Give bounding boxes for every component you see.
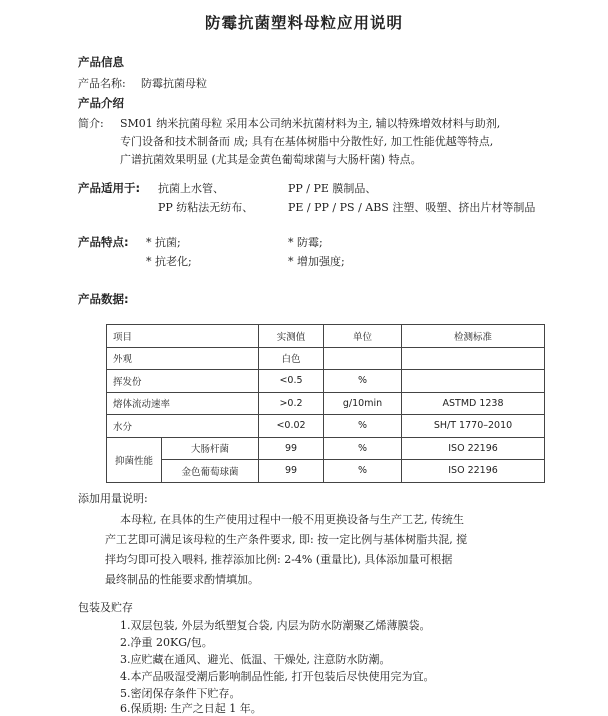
storage-item: 2.净重 20KG/包。 (120, 636, 213, 649)
table-cell: 挥发份 (107, 370, 259, 393)
table-cell (402, 370, 545, 393)
table-header: 单位 (324, 325, 402, 348)
intro-line: 广谱抗菌效果明显 (尤其是金黄色葡萄球菌与大肠杆菌) 特点。 (120, 153, 422, 166)
table-cell: % (324, 460, 402, 483)
usage-item: PP 纺粘法无纺布、 (158, 201, 254, 214)
info-heading: 产品信息 (78, 55, 124, 69)
intro-line: 专门设备和技术制备而 成; 具有在基体树脂中分散性好, 加工性能优越等特点, (120, 135, 494, 148)
feature-item: * 抗老化; (146, 255, 192, 268)
product-name-value: 防霉抗菌母粒 (141, 77, 207, 90)
table-cell: 大肠杆菌 (162, 437, 259, 460)
feature-item: * 防霉; (288, 236, 323, 249)
table-cell: % (324, 370, 402, 393)
table-header-row (107, 325, 545, 348)
dosage-line: 本母粒, 在具体的生产使用过程中一般不用更换设备与生产工艺, 传统生 (120, 513, 464, 526)
dosage-line: 产工艺即可满足该母粒的生产条件要求, 即: 按一定比例与基体树脂共混, 搅 (105, 533, 468, 546)
intro-line: SM01 纳米抗菌母粒 采用本公司纳米抗菌材料为主, 辅以特殊增效材料与助剂, (120, 117, 501, 130)
product-name-label: 产品名称: (78, 77, 126, 90)
storage-item: 1.双层包装, 外层为纸塑复合袋, 内层为防水防潮聚乙烯薄膜袋。 (120, 619, 431, 632)
table-cell: 白色 (259, 347, 324, 370)
table-cell: 外观 (107, 347, 259, 370)
usage-item: 抗菌上水管、 (158, 182, 224, 195)
dosage-heading: 添加用量说明: (78, 492, 148, 505)
feature-item: * 抗菌; (146, 236, 181, 249)
data-heading: 产品数据: (78, 292, 129, 306)
storage-item: 6.保质期: 生产之日起 1 年。 (120, 702, 262, 715)
table-cell: <0.5 (259, 370, 324, 393)
intro-heading: 产品介绍 (78, 96, 124, 110)
table-row (107, 370, 545, 393)
table-cell: % (324, 415, 402, 438)
storage-heading: 包装及贮存 (78, 601, 133, 614)
usage-item: PP / PE 膜制品、 (288, 182, 377, 195)
dosage-line: 拌均匀即可投入喂料, 推荐添加比例: 2-4% (重量比), 具体添加量可根据 (105, 553, 453, 566)
table-group-label: 抑菌性能 (107, 437, 162, 482)
table-cell: SH/T 1770–2010 (402, 415, 545, 438)
table-cell: <0.02 (259, 415, 324, 438)
intro-label: 简介: (78, 117, 104, 130)
table-cell: ASTMD 1238 (402, 392, 545, 415)
storage-item: 4.本产品吸湿受潮后影响制品性能, 打开包装后尽快使用完为宜。 (120, 670, 435, 683)
usage-label: 产品适用于: (78, 181, 141, 195)
storage-item: 3.应贮藏在通风、避光、低温、干燥处, 注意防水防潮。 (120, 653, 391, 666)
usage-item: PE / PP / PS / ABS 注塑、吸塑、挤出片材等制品 (288, 201, 536, 214)
product-data-table (106, 324, 545, 483)
table-cell: 99 (259, 460, 324, 483)
table-cell: 金色葡萄球菌 (162, 460, 259, 483)
table-cell: g/10min (324, 392, 402, 415)
page-title: 防霉抗菌塑料母粒应用说明 (204, 13, 403, 32)
table-cell: % (324, 437, 402, 460)
table-cell: 熔体流动速率 (107, 392, 259, 415)
table-row (107, 415, 545, 438)
table-cell: 水分 (107, 415, 259, 438)
table-row (107, 437, 545, 460)
table-cell: ISO 22196 (402, 437, 545, 460)
table-cell: ISO 22196 (402, 460, 545, 483)
table-cell: >0.2 (259, 392, 324, 415)
table-row (107, 460, 545, 483)
table-header: 检测标准 (402, 325, 545, 348)
table-cell (324, 347, 402, 370)
dosage-line: 最终制品的性能要求酌情填加。 (105, 573, 259, 586)
table-cell (402, 347, 545, 370)
features-label: 产品特点: (78, 235, 129, 249)
table-header: 实测值 (259, 325, 324, 348)
storage-item: 5.密闭保存条件下贮存。 (120, 687, 241, 700)
table-header: 项目 (107, 325, 259, 348)
table-row (107, 392, 545, 415)
table-row (107, 347, 545, 370)
table-cell: 99 (259, 437, 324, 460)
feature-item: * 增加强度; (288, 255, 345, 268)
